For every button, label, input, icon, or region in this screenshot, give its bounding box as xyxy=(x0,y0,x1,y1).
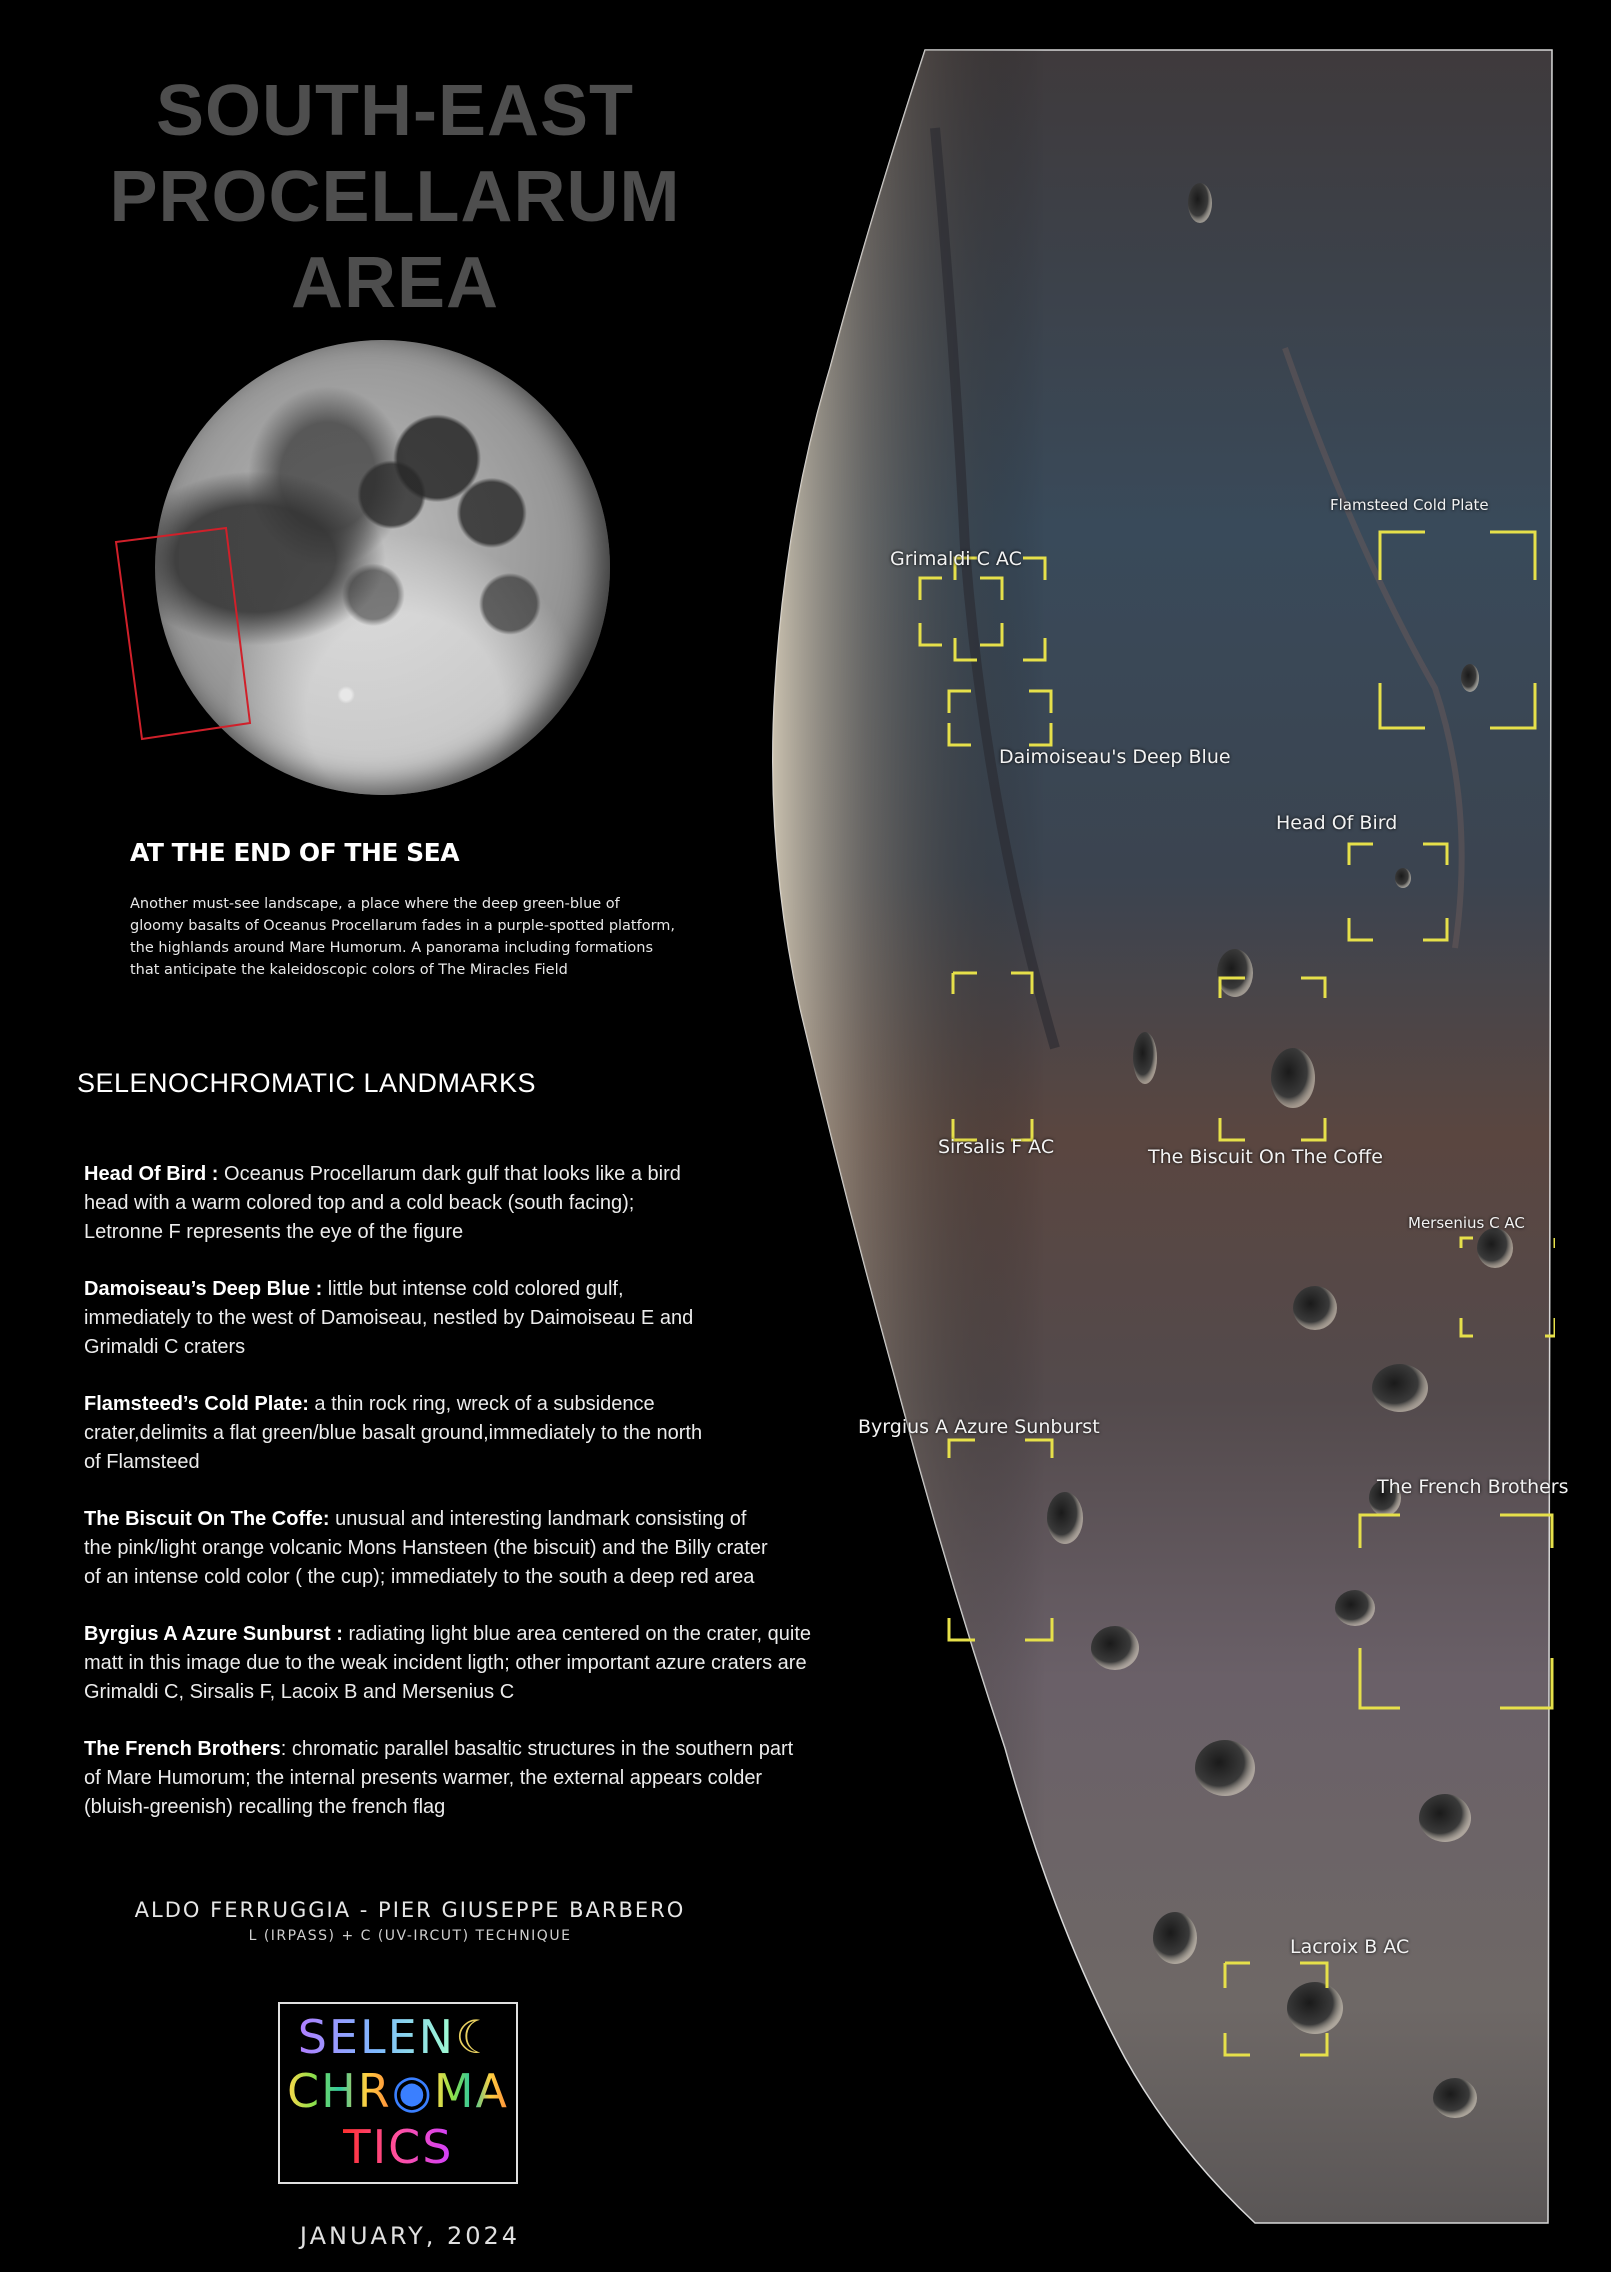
landmark-text: Grimaldi C, Sirsalis F, Lacoix B and Mersenius C xyxy=(84,1681,515,1703)
landmark-name: Flamsteed’s Cold Plate: xyxy=(84,1393,309,1415)
label-flamsteed-cold-plate: Flamsteed Cold Plate xyxy=(1330,496,1489,514)
landmarks-heading: SELENOCHROMATIC LANDMARKS xyxy=(77,1068,537,1098)
intro-line: gloomy basalts of Oceanus Procellarum fades in a purple-spotted platform, xyxy=(130,918,676,934)
label-byrgius-a-azure-sunburst: Byrgius A Azure Sunburst xyxy=(858,1416,1100,1438)
label-french-brothers: The French Brothers xyxy=(1377,1476,1569,1498)
label-sirsalis-f-ac: Sirsalis F AC xyxy=(938,1136,1055,1158)
intro-line: Another must-see landscape, a place where the deep green-blue of xyxy=(130,896,620,912)
logo-line-2b: MA xyxy=(433,2064,509,2118)
landmark-text: the pink/light orange volcanic Mons Hansteen (the biscuit) and the Billy crater xyxy=(84,1537,768,1559)
landmark-name: Head Of Bird : xyxy=(84,1163,219,1185)
landmark-text: of an intense cold color ( the cup); immediately to the south a deep red area xyxy=(84,1566,755,1588)
selenochromatics-logo xyxy=(278,2002,518,2184)
intro-line: that anticipate the kaleidoscopic colors of The Miracles Field xyxy=(130,962,568,978)
landmark-text: little but intense cold colored gulf, xyxy=(322,1278,624,1300)
crescent-icon: ☾ xyxy=(455,2010,499,2064)
title-line-2: PROCELLARUM xyxy=(109,157,681,237)
landmark-text: of Mare Humorum; the internal presents warmer, the external appears colder xyxy=(84,1767,763,1789)
full-moon-figure xyxy=(110,340,610,800)
landmark-text: radiating light blue area centered on the crater, quite xyxy=(342,1623,811,1645)
landmark-text: a thin rock ring, wreck of a subsidence xyxy=(308,1393,655,1415)
landmark-text: unusual and interesting landmark consisting of xyxy=(329,1508,747,1530)
logo-line-1: SELEN xyxy=(297,2010,456,2064)
title-line-1: SOUTH-EAST xyxy=(156,71,634,151)
logo-line-3: TICS xyxy=(342,2120,454,2174)
label-grimaldi-c-ac: Grimaldi C AC xyxy=(890,548,1022,570)
label-daimoiseaus-deep-blue: Daimoiseau's Deep Blue xyxy=(999,746,1231,768)
landmark-text: Letronne F represents the eye of the figure xyxy=(84,1221,464,1243)
landmark-text: : chromatic parallel basaltic structures in the southern part xyxy=(280,1738,794,1760)
landmark-text: Oceanus Procellarum dark gulf that looks like a bird xyxy=(218,1163,681,1185)
logo-line-2: CHR xyxy=(287,2064,392,2118)
panorama-image xyxy=(755,48,1555,2228)
label-mersenius-c-ac: Mersenius C AC xyxy=(1408,1214,1525,1232)
landmark-name: Byrgius A Azure Sunburst : xyxy=(84,1623,343,1645)
landmark-name: The French Brothers xyxy=(84,1738,281,1760)
landmark-text: head with a warm colored top and a cold beack (south facing); xyxy=(84,1192,635,1214)
label-lacroix-b-ac: Lacroix B AC xyxy=(1290,1936,1410,1958)
intro-paragraph xyxy=(130,893,710,981)
lunar-panorama xyxy=(755,48,1569,2228)
landmark-name: Damoiseau’s Deep Blue : xyxy=(84,1278,323,1300)
label-head-of-bird: Head Of Bird xyxy=(1276,812,1398,834)
date: JANUARY, 2024 xyxy=(299,2222,521,2250)
technique-credit: L (IRPASS) + C (UV-IRCUT) TECHNIQUE xyxy=(248,1928,572,1944)
landmark-text: of Flamsteed xyxy=(84,1451,200,1473)
authors-credit: ALDO FERRUGGIA - PIER GIUSEPPE BARBERO xyxy=(134,1898,686,1922)
landmark-text: immediately to the west of Damoiseau, nestled by Daimoiseau E and xyxy=(84,1307,694,1329)
section-heading: AT THE END OF THE SEA xyxy=(130,838,460,867)
landmark-text: Grimaldi C craters xyxy=(84,1336,246,1358)
landmark-text: crater,delimits a flat green/blue basalt ground,immediately to the north xyxy=(84,1422,703,1444)
label-biscuit-on-the-coffe: The Biscuit On The Coffe xyxy=(1148,1146,1383,1168)
landmark-text: (bluish-greenish) recalling the french flag xyxy=(84,1796,446,1818)
landmark-name: The Biscuit On The Coffe: xyxy=(84,1508,330,1530)
landmark-text: matt in this image due to the weak incident ligth; other important azure craters are xyxy=(84,1652,807,1674)
earth-icon: ◉ xyxy=(391,2064,434,2118)
page-title xyxy=(60,68,730,326)
intro-line: the highlands around Mare Humorum. A panorama including formations xyxy=(130,940,654,956)
title-line-3: AREA xyxy=(290,243,499,323)
